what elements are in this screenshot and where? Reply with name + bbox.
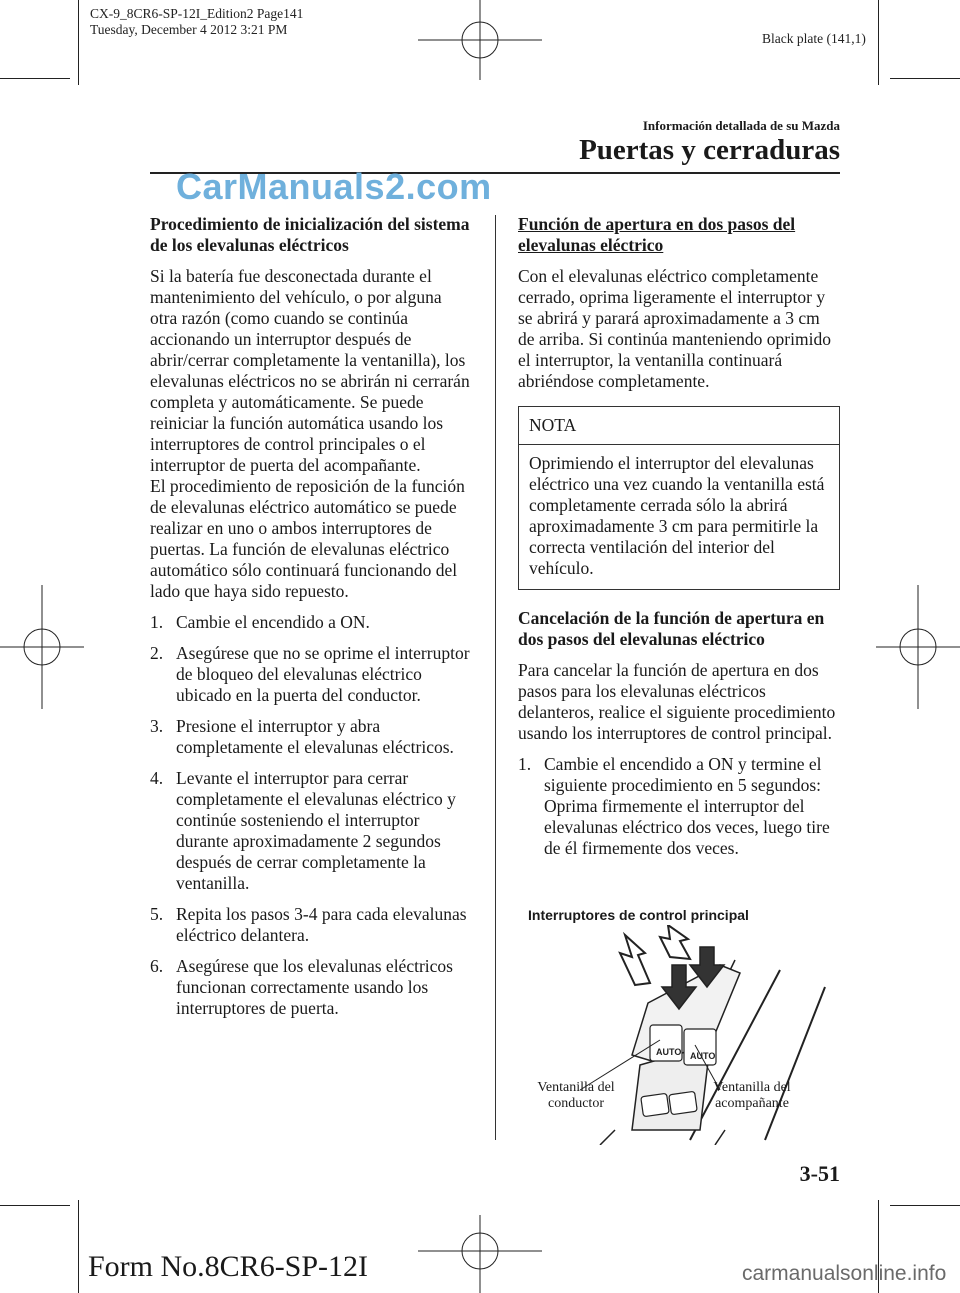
heading-initialization: Procedimiento de inicialización del sistema de los elevalunas eléctricos [150, 214, 470, 255]
step-text: Levante el interruptor para cerrar completamente el elevalunas eléctrico y continúe sosteniendo el interruptor durante aproximadamente 2 segundos después de cerrar completamente la ventanilla. [176, 768, 456, 893]
label-driver-window: Ventanilla del conductor [537, 1080, 615, 1111]
step-text: Cambie el encendido a ON. [176, 612, 370, 632]
print-meta-line2: Tuesday, December 4 2012 3:21 PM [90, 22, 288, 37]
window-switch-illustration [520, 925, 840, 1145]
crop-mark [78, 0, 79, 85]
registration-mark-left-icon [0, 585, 84, 709]
crop-mark [78, 1200, 79, 1293]
print-meta [90, 6, 303, 38]
paragraph: Para cancelar la función de apertura en dos pasos para los elevalunas eléctricos delanteros, realice el siguiente procedimiento usando los interruptores de control principal. [518, 660, 836, 743]
paragraph: El procedimiento de reposición de la función de elevalunas eléctrico automático se puede realizar en uno o ambos interruptores de puertas. La función de elevalunas eléctrico automático sólo continuará funcionando del lado que haya sido repuesto. [150, 476, 465, 601]
crop-mark [890, 78, 960, 79]
crop-mark [0, 1205, 70, 1206]
note-title: NOTA [519, 407, 839, 445]
figure-title: Interruptores de control principal [528, 907, 749, 923]
step-text: Cambie el encendido a ON y termine el siguiente procedimiento en 5 segundos: Oprima firmemente el interruptor del elevalunas eléctrico dos veces, luego tire de él firmemente dos veces. [544, 754, 830, 858]
step-number: 4. [150, 768, 164, 788]
step-text: Repita los pasos 3-4 para cada elevalunas eléctrico delantera. [176, 904, 467, 945]
plate-label: Black plate (141,1) [762, 31, 866, 46]
right-column [518, 214, 840, 869]
paragraph: Con el elevalunas eléctrico completamente cerrado, oprima ligeramente el interruptor y se abrirá y parará aproximadamente a 3 cm de arriba. Si continúa manteniendo oprimido el interruptor, la ventanilla continuará abriéndose completamente. [518, 266, 831, 391]
list-item [150, 768, 472, 894]
crop-mark [878, 0, 879, 85]
heading-two-step: Función de apertura en dos pasos del elevalunas eléctrico [518, 214, 796, 255]
print-meta-line1: CX-9_8CR6-SP-12I_Edition2 Page141 [90, 6, 304, 21]
site-link[interactable]: carmanualsonline.info [742, 1262, 947, 1285]
step-text: Asegúrese que no se oprime el interruptor de bloqueo del elevalunas eléctrico ubicado en la puerta del conductor. [176, 643, 470, 705]
step-number: 5. [150, 904, 164, 924]
auto-label: AUTO [690, 1051, 716, 1061]
registration-mark-right-icon [876, 585, 960, 709]
step-number: 1. [150, 612, 164, 632]
column-divider [495, 215, 496, 1140]
registration-mark-top-icon [418, 0, 542, 80]
paragraph: Si la batería fue desconectada durante el mantenimiento del vehículo, o por alguna otra razón (como cuando se continúa accionando un interruptor después de abrir/cerrar completamente la ventanilla), los elevalunas eléctricos no se abrirán ni cerrarán completa y automáticamente. Se puede reiniciar la función automática usando los interruptores de control principales o el interruptor de puerta del acompañante. [150, 266, 470, 475]
step-number: 3. [150, 716, 164, 736]
page-number: 3-51 [799, 1161, 840, 1186]
left-column [150, 214, 472, 1029]
auto-label: AUTO [656, 1047, 682, 1057]
label-passenger-window: Ventanilla del acompañante [713, 1080, 791, 1111]
list-item [150, 716, 472, 758]
form-number: Form No.8CR6-SP-12I [88, 1250, 369, 1283]
note-text: Oprimiendo el interruptor del elevalunas eléctrico una vez cuando la ventanilla está completamente cerrada sólo la abrirá aproximadamente 3 cm para permitirle la correcta ventilación del interior del vehículo. [529, 453, 825, 578]
list-item [150, 956, 472, 1019]
list-item [150, 612, 472, 633]
crop-mark [890, 1205, 960, 1206]
heading-cancel: Cancelación de la función de apertura en dos pasos del elevalunas eléctrico [518, 608, 825, 649]
step-text: Asegúrese que los elevalunas eléctricos funcionan correctamente usando los interruptores de puerta. [176, 956, 453, 1018]
step-number: 6. [150, 956, 164, 976]
crop-mark [0, 78, 70, 79]
step-number: 1. [518, 754, 532, 774]
step-text: Presione el interruptor y abra completamente el elevalunas eléctricos. [176, 716, 454, 757]
list-item [150, 643, 472, 706]
list-item [518, 754, 840, 859]
list-item [150, 904, 472, 946]
watermark: CarManuals2.com [176, 166, 492, 207]
section-label: Información detallada de su Mazda [642, 118, 840, 133]
note-box [518, 406, 840, 590]
registration-mark-bottom-icon [418, 1215, 542, 1293]
page-title: Puertas y cerraduras [579, 134, 840, 166]
step-number: 2. [150, 643, 164, 663]
